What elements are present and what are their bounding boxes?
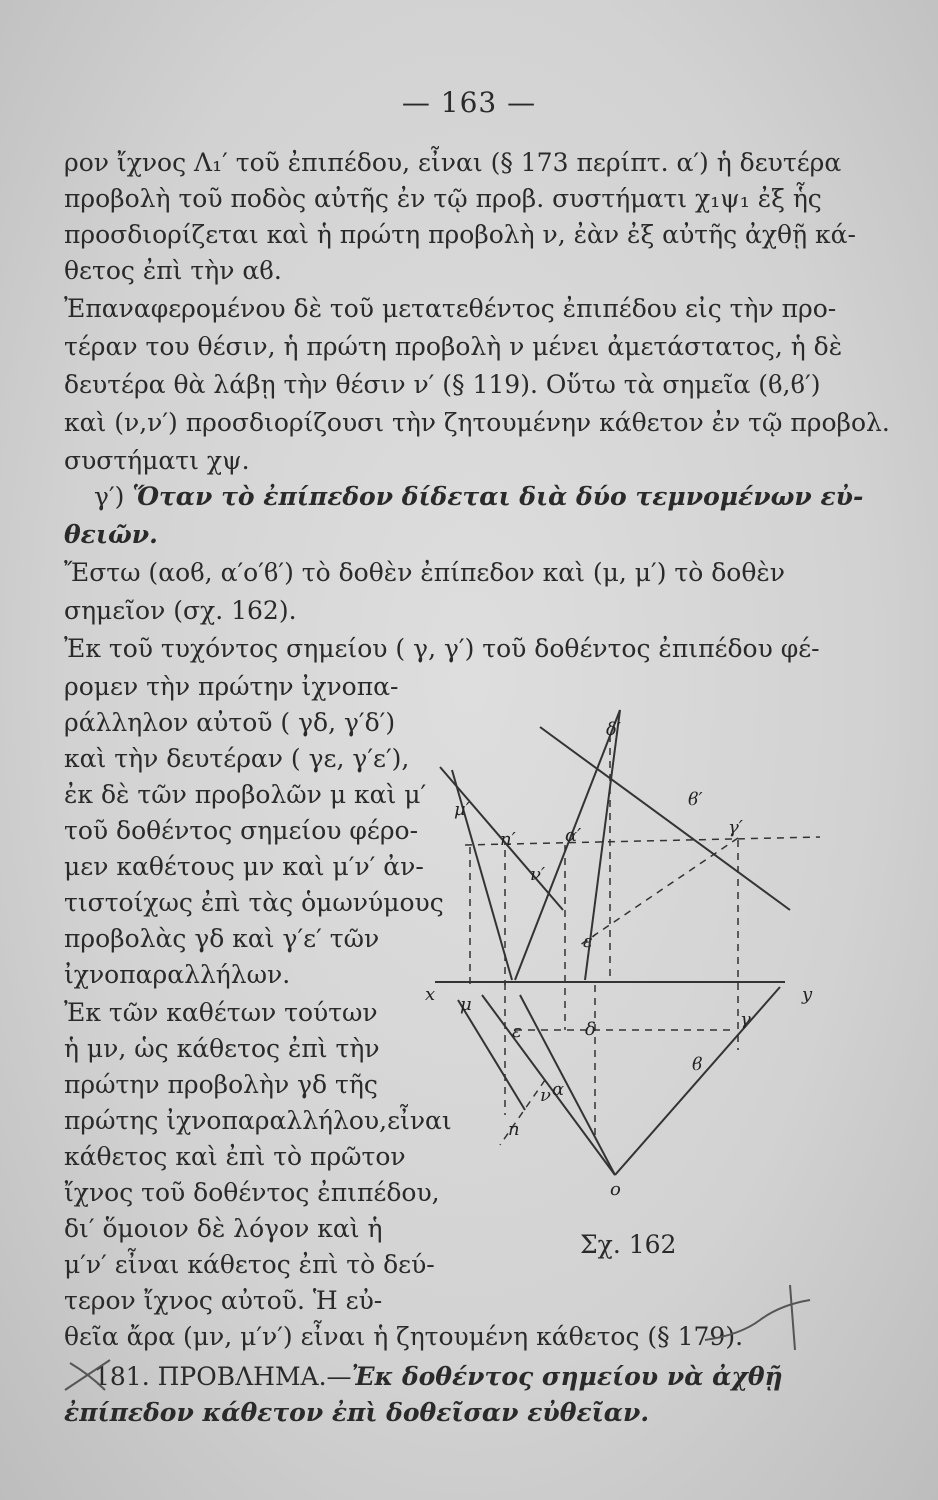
label-b-prime: ϐ′ <box>688 789 703 810</box>
text-line: θεῖα ἄρα (μν, μ′ν′) εἶναι ἡ ζητουμένη κάθετος (§ 179). <box>64 1322 744 1351</box>
label-e: ε <box>512 1021 522 1042</box>
text-line: πρώτης ἰχνοπαραλλήλου,εἶναι <box>64 1106 452 1135</box>
label-d: δ <box>585 1019 596 1040</box>
figure-caption: Σχ. 162 <box>580 1230 677 1259</box>
text-line: θετος ἐπὶ τὴν αϐ. <box>64 256 282 285</box>
label-e-prime: ε′ <box>583 931 597 952</box>
text-line: καὶ (ν,ν′) προσδιορίζουσι τὴν ζητουμένην κάθετον ἐν τῷ προβολ. <box>64 408 890 437</box>
text-line: δευτέρα θὰ λάβῃ τὴν θέσιν ν′ (§ 119). Οὕτω τὰ σημεῖα (ϐ,ϐ′) <box>64 370 821 399</box>
label-b: ϐ <box>692 1054 703 1075</box>
text-line: ἐκ δὲ τῶν προβολῶν μ καὶ μ′ <box>64 780 427 809</box>
label-y: y <box>802 984 813 1005</box>
text-line: ρομεν τὴν πρώτην ἰχνοπα- <box>64 672 399 701</box>
label-a-prime: α′ <box>565 825 582 846</box>
text-line: καὶ τὴν δευτέραν ( γε, γ′ε′), <box>64 744 410 773</box>
text-line: ἴχνος τοῦ δοθέντος ἐπιπέδου, <box>64 1178 440 1207</box>
label-o: o <box>610 1179 621 1200</box>
label-n: n <box>508 1119 520 1140</box>
problem-number: 181. ΠΡΟΒΛΗΜΑ.— <box>94 1362 352 1391</box>
text-line: ἡ μν, ὡς κάθετος ἐπὶ τὴν <box>64 1034 380 1063</box>
trace-line <box>615 987 780 1175</box>
text-line: ἰχνοπαραλλήλων. <box>64 960 291 989</box>
trace-line <box>458 1000 525 1110</box>
text-line: πρώτην προβολὴν γδ τῆς <box>64 1070 378 1099</box>
text-line: προβολὴ τοῦ ποδὸς αὐτῆς ἐν τῷ προβ. συστήματι χ₁ψ₁ ἐξ ἧς <box>64 184 822 213</box>
text-line: προβολὰς γδ καὶ γ′ε′ τῶν <box>64 924 380 953</box>
label-n-prime: n′ <box>500 829 516 850</box>
trace-line <box>520 995 615 1175</box>
problem-title: Ἐκ δοθέντος σημείου νὰ ἀχθῇ <box>351 1362 783 1391</box>
problem-title-cont: ἐπίπεδον κάθετον ἐπὶ δοθεῖσαν εὐθεῖαν. <box>64 1398 650 1427</box>
text-line: δι′ ὅμοιον δὲ λόγον καὶ ἡ <box>64 1214 383 1243</box>
construction-line <box>500 1080 545 1145</box>
text-line: Ἐκ τοῦ τυχόντος σημείου ( γ, γ′) τοῦ δοθέντος ἐπιπέδου φέ- <box>64 634 820 663</box>
text-line: τέραν του θέσιν, ἡ πρώτη προβολὴ ν μένει ἀμετάστατος, ἡ δὲ <box>64 332 843 361</box>
text-line: κάθετος καὶ ἐπὶ τὸ πρῶτον <box>64 1142 406 1171</box>
page-number: — 163 — <box>401 86 537 119</box>
text-line: Ἔστω (αοϐ, α′ο′ϐ′) τὸ δοθὲν ἐπίπεδον καὶ (μ, μ′) τὸ δοθὲν <box>64 558 785 587</box>
subsection-heading <box>94 480 864 514</box>
label-x: x <box>425 984 436 1005</box>
text-line: σημεῖον (σχ. 162). <box>64 596 297 625</box>
subsection-title-cont: θειῶν. <box>64 520 158 549</box>
text-line: τιστοίχως ἐπὶ τὰς ὁμωνύμους <box>64 888 444 917</box>
label-g-prime: γ′ <box>728 817 743 838</box>
subsection-label: γ′) <box>94 482 133 511</box>
label-v-prime: ν′ <box>530 864 546 885</box>
label-d-prime: δ′ <box>606 719 621 740</box>
label-m: μ <box>460 994 472 1015</box>
label-a: α <box>552 1079 565 1100</box>
text-line: ρον ἴχνος Λ₁′ τοῦ ἐπιπέδου, εἶναι (§ 173 περίπτ. α′) ἡ δευτέρα <box>64 148 842 177</box>
construction-line <box>465 837 820 845</box>
text-line: Ἐκ τῶν καθέτων τούτων <box>64 998 378 1027</box>
label-m-prime: μ′ <box>454 799 470 820</box>
problem-heading <box>94 1360 854 1394</box>
construction-line <box>580 838 738 945</box>
text-line: τερον ἴχνος αὐτοῦ. Ἡ εὐ- <box>64 1286 383 1315</box>
text-line: προσδιορίζεται καὶ ἡ πρώτη προβολὴ ν, ἐὰν ἐξ αὐτῆς ἀχθῇ κά- <box>64 220 856 249</box>
subsection-title: Ὅταν τὸ ἐπίπεδον δίδεται διὰ δύο τεμνομένων εὐ- <box>132 482 864 511</box>
text-line: μ′ν′ εἶναι κάθετος ἐπὶ τὸ δεύ- <box>64 1250 435 1279</box>
label-v: ν <box>540 1085 551 1106</box>
label-g: γ <box>740 1009 751 1030</box>
text-line: συστήματι χψ. <box>64 446 250 475</box>
text-line: ράλληλον αὐτοῦ ( γδ, γ′δ′) <box>64 708 396 737</box>
text-line: τοῦ δοθέντος σημείου φέρο- <box>64 816 419 845</box>
text-line: Ἐπαναφερομένου δὲ τοῦ μετατεθέντος ἐπιπέδου εἰς τὴν προ- <box>64 294 837 323</box>
text-line: μεν καθέτους μν καὶ μ′ν′ ἀν- <box>64 852 424 881</box>
figure-162 <box>420 655 840 1215</box>
